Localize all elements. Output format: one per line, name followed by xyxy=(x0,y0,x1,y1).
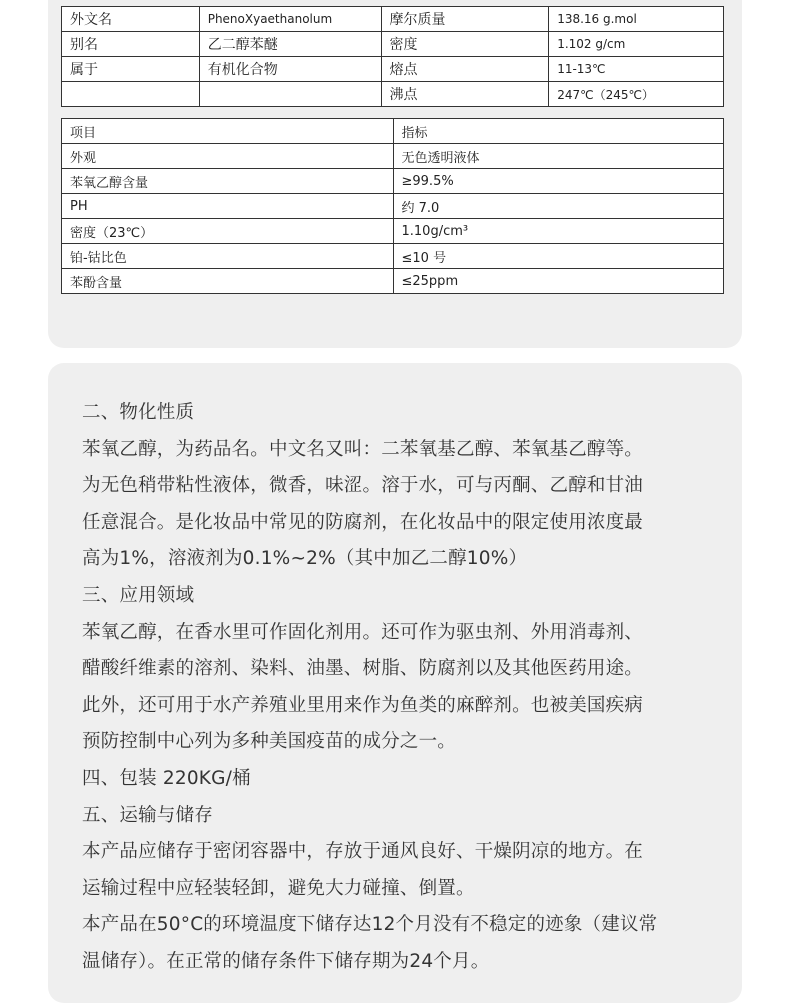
table-row xyxy=(62,57,724,82)
table-cell: 苯氧乙醇含量 xyxy=(62,169,394,194)
table-cell: 密度（23℃） xyxy=(62,219,394,244)
table-cell: PhenoXyaethanolum xyxy=(199,7,381,32)
paragraph-line: 温储存）。在正常的储存条件下储存期为24个月。 xyxy=(82,950,490,972)
table-cell xyxy=(62,82,200,107)
paragraph-line: 为无色稍带粘性液体，微香，味涩。溶于水，可与丙酮、乙醇和甘油 xyxy=(82,475,644,497)
table-cell: 1.10g/cm³ xyxy=(393,219,724,244)
table-cell: 有机化合物 xyxy=(199,57,381,82)
table-cell: 熔点 xyxy=(381,57,549,82)
table-cell: 密度 xyxy=(381,32,549,57)
table-cell: 外文名 xyxy=(62,7,200,32)
properties-table xyxy=(61,6,724,107)
table-cell: 11-13℃ xyxy=(549,57,724,82)
section-heading: 五、运输与储存 xyxy=(82,804,213,826)
paragraph-line: 此外，还可用于水产养殖业里用来作为鱼类的麻醉剂。也被美国疾病 xyxy=(82,694,644,716)
paragraph-line: 预防控制中心列为多种美国疫苗的成分之一。 xyxy=(82,731,457,753)
table-row xyxy=(62,144,724,169)
description-text xyxy=(82,395,722,981)
paragraph-line: 醋酸纤维素的溶剂、染料、油墨、树脂、防腐剂以及其他医药用途。 xyxy=(82,658,644,680)
paragraph-line: 苯氧乙醇，为药品名。中文名又叫：二苯氧基乙醇、苯氧基乙醇等。 xyxy=(82,438,644,460)
table-row xyxy=(62,32,724,57)
table-cell: 铂-钴比色 xyxy=(62,244,394,269)
table-cell: 约 7.0 xyxy=(393,194,724,219)
table-row xyxy=(62,7,724,32)
paragraph-line: 高为1%，溶液剂为0.1%~2%（其中加乙二醇10%） xyxy=(82,548,528,570)
table-cell: ≥99.5% xyxy=(393,169,724,194)
paragraph-line: 本产品在50°C的环境温度下储存达12个月没有不稳定的迹象（建议常 xyxy=(82,914,658,936)
table-cell: 乙二醇苯醚 xyxy=(199,32,381,57)
column-header: 指标 xyxy=(393,119,724,144)
table-cell: 138.16 g.mol xyxy=(549,7,724,32)
paragraph-line: 任意混合。是化妆品中常见的防腐剂，在化妆品中的限定使用浓度最 xyxy=(82,511,644,533)
section-heading: 四、包装 220KG/桶 xyxy=(82,767,251,789)
paragraph-line: 苯氧乙醇，在香水里可作固化剂用。还可作为驱虫剂、外用消毒剂、 xyxy=(82,621,644,643)
section-heading: 二、物化性质 xyxy=(82,402,195,423)
table-cell: ≤25ppm xyxy=(393,269,724,294)
table-row xyxy=(62,194,724,219)
paragraph-line: 运输过程中应轻装轻卸，避免大力碰撞、倒置。 xyxy=(82,877,475,899)
table-cell: 苯酚含量 xyxy=(62,269,394,294)
table-row xyxy=(62,244,724,269)
table-row xyxy=(62,219,724,244)
table-row xyxy=(62,82,724,107)
table-row xyxy=(62,169,724,194)
table-row xyxy=(62,269,724,294)
paragraph-line: 本产品应储存于密闭容器中，存放于通风良好、干燥阴凉的地方。在 xyxy=(82,841,644,863)
table-cell: 外观 xyxy=(62,144,394,169)
table-cell: 无色透明液体 xyxy=(393,144,724,169)
table-cell: 摩尔质量 xyxy=(381,7,549,32)
specification-table xyxy=(61,118,724,294)
table-cell: ≤10 号 xyxy=(393,244,724,269)
table-cell xyxy=(199,82,381,107)
table-header-row xyxy=(62,119,724,144)
table-cell: 247℃（245℃） xyxy=(549,82,724,107)
table-cell: 1.102 g/cm xyxy=(549,32,724,57)
section-heading: 三、应用领域 xyxy=(82,584,195,606)
table-cell: 别名 xyxy=(62,32,200,57)
table-cell: 属于 xyxy=(62,57,200,82)
table-cell: 沸点 xyxy=(381,82,549,107)
column-header: 项目 xyxy=(62,119,394,144)
table-cell: PH xyxy=(62,194,394,219)
